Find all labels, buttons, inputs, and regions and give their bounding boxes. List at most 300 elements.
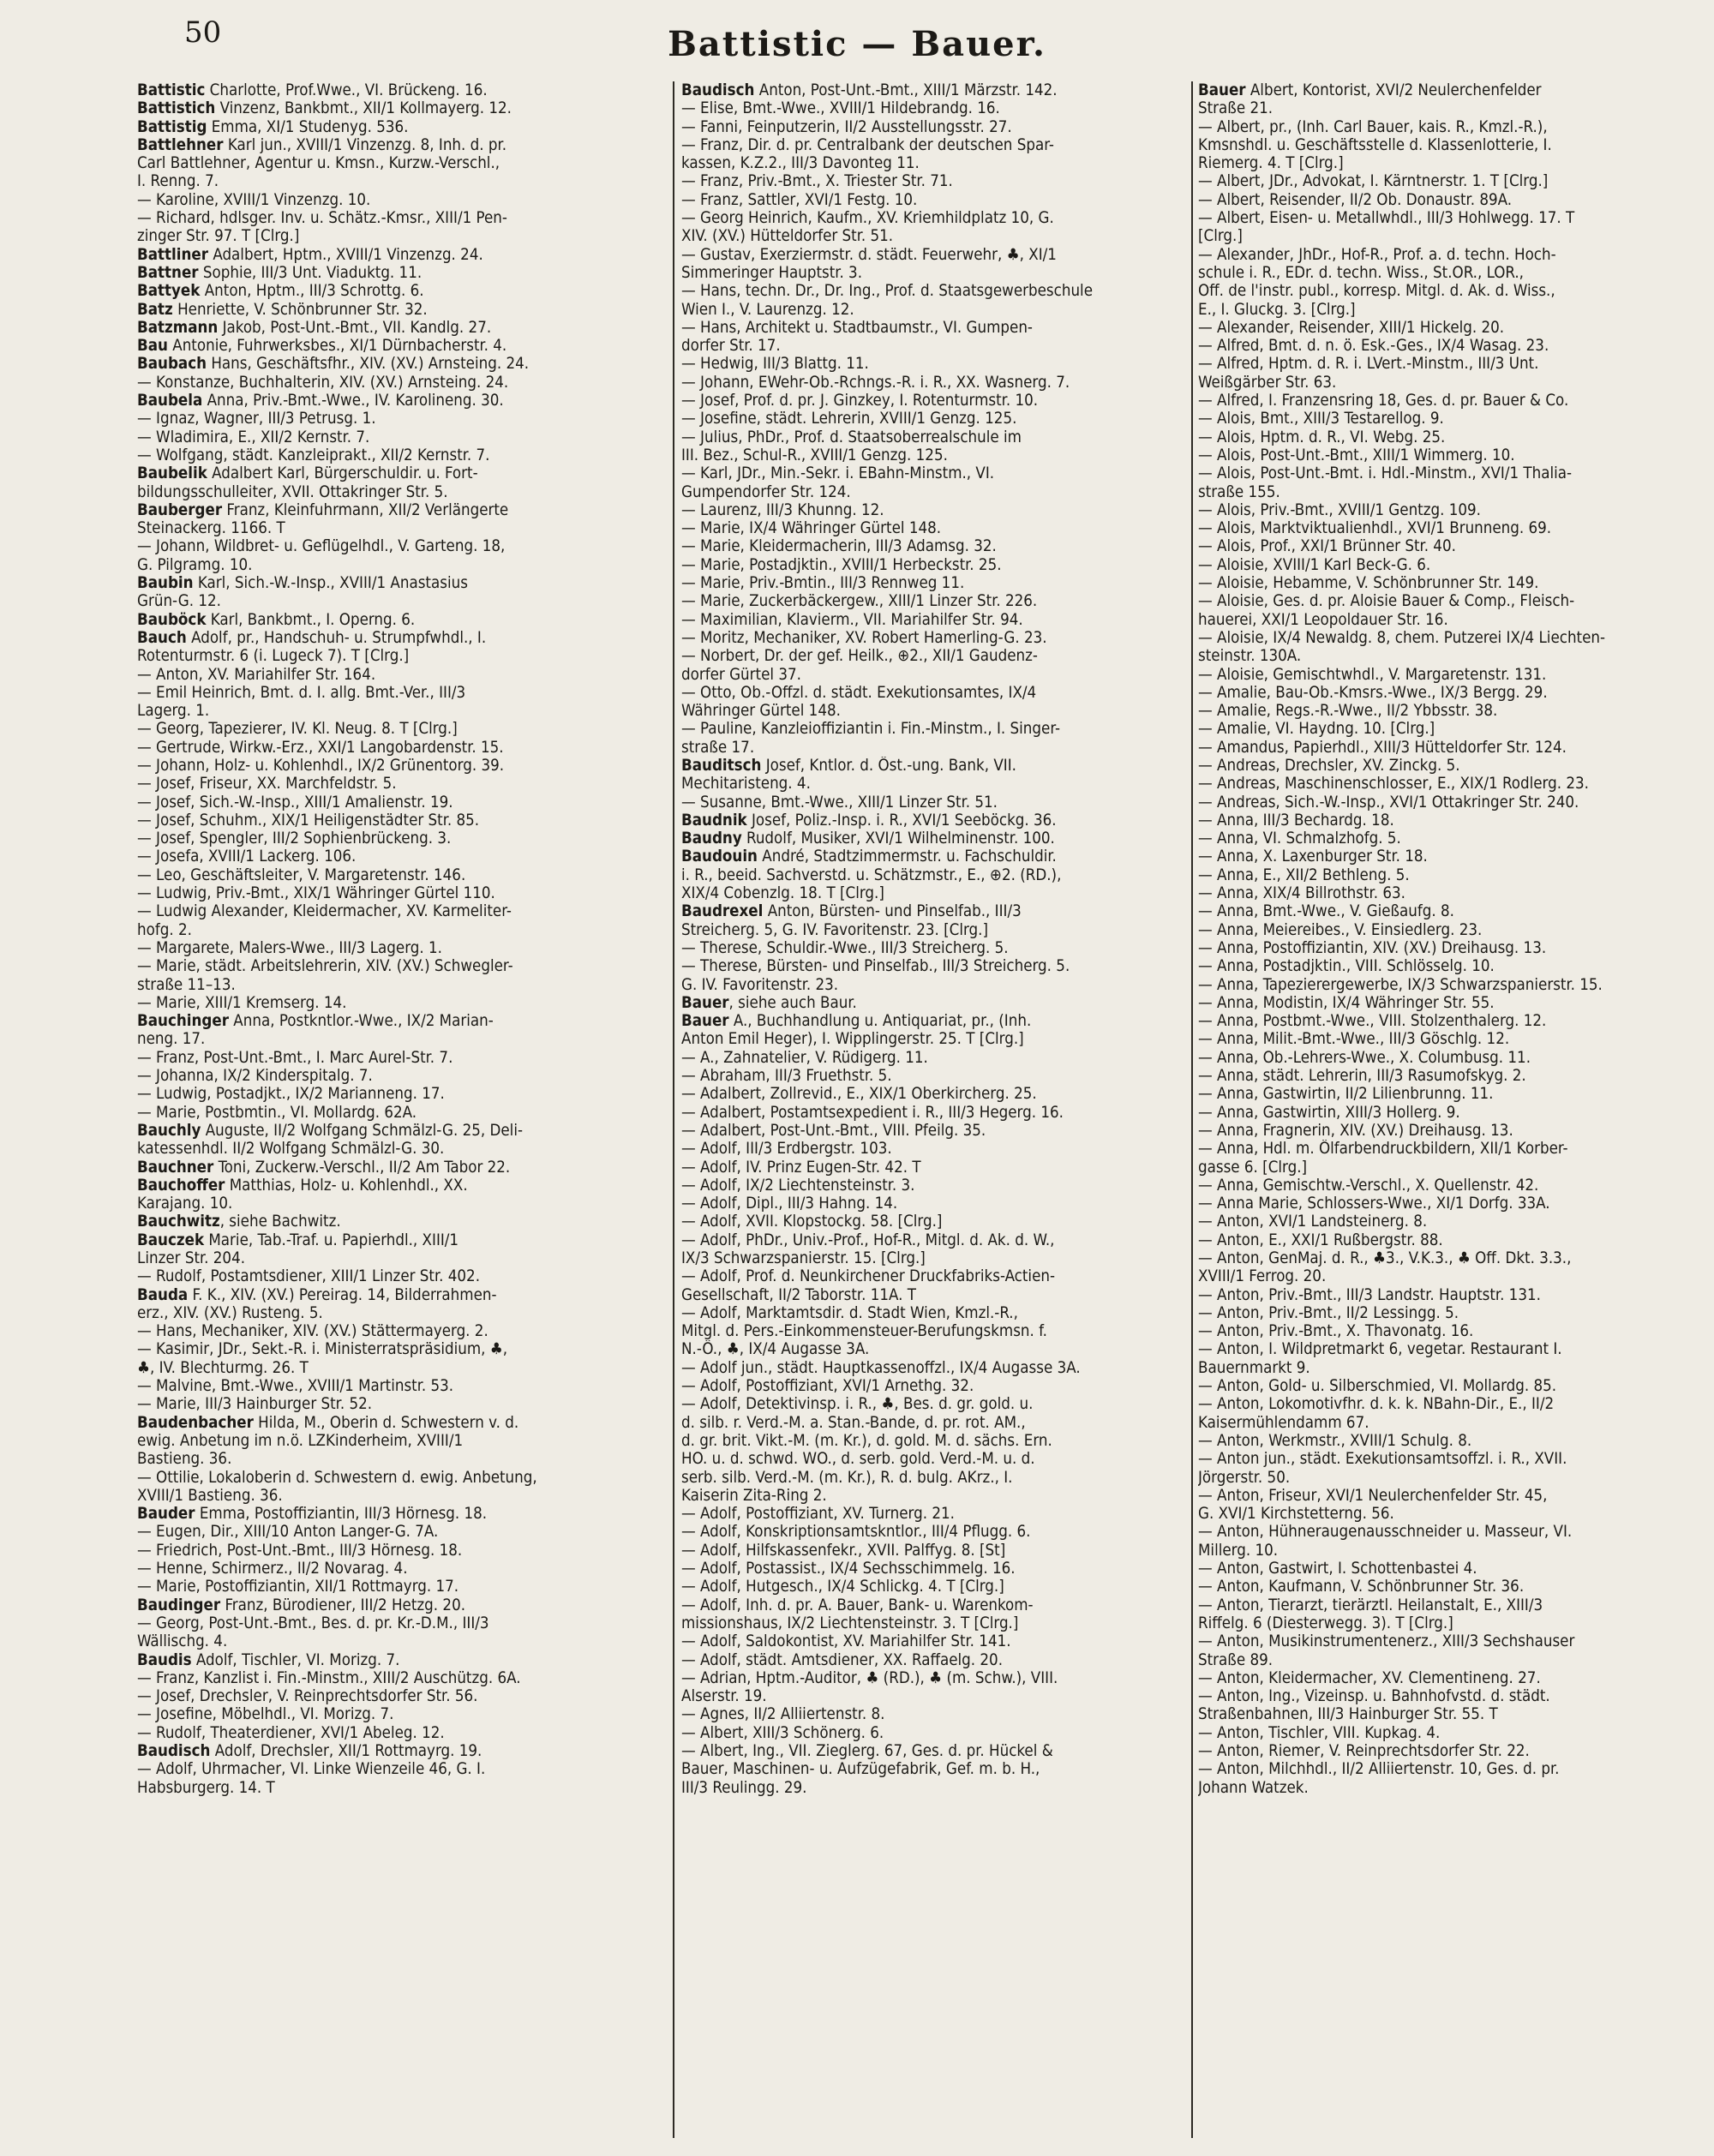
entry-text: straße 11–13.: [137, 975, 236, 994]
surname-heading: Baudrexel: [681, 902, 764, 921]
entry-text: Simmeringer Hauptstr. 3.: [681, 263, 863, 282]
surname-heading: Baudisch: [681, 81, 755, 99]
entry-text: — Ottilie, Lokaloberin d. Schwestern d. ewig. Anbetung,: [137, 1468, 537, 1487]
entry-text: Carl Battlehner, Agentur u. Kmsn., Kurzw.-Verschl.,: [137, 154, 500, 173]
surname-heading: Battistic: [137, 81, 206, 99]
directory-line: [681, 1395, 1187, 1413]
entry-text: — Adalbert, Zollrevid., E., XIX/1 Oberkircherg. 25.: [681, 1085, 1037, 1104]
entry-text: — Ludwig Alexander, Kleidermacher, XV. Karmeliter-: [137, 902, 512, 921]
entry-text: — Rudolf, Theaterdiener, XVI/1 Abeleg. 12.: [137, 1723, 445, 1742]
directory-line: [137, 355, 667, 373]
directory-line: [1198, 337, 1688, 355]
directory-line: [137, 301, 667, 319]
entry-text: — Anton, Lokomotivfhr. d. k. k. NBahn-Dir., E., II/2: [1198, 1395, 1555, 1414]
entry-text: hofg. 2.: [137, 920, 192, 939]
surname-heading: Bauczek: [137, 1231, 205, 1249]
directory-line: [681, 1469, 1187, 1487]
directory-line: [1198, 519, 1688, 537]
directory-line: [681, 1286, 1187, 1304]
directory-line: [137, 246, 667, 264]
directory-line: [1198, 976, 1688, 994]
entry-text: Bastieng. 36.: [137, 1450, 232, 1469]
directory-line: [681, 775, 1187, 793]
directory-line: [681, 464, 1187, 482]
entry-text: — Therese, Bürsten- und Pinselfab., III/3 Streicherg. 5.: [681, 957, 1070, 976]
entry-text: — Josef, Prof. d. pr. J. Ginzkey, I. Rotenturmstr. 10.: [681, 392, 1039, 410]
entry-text: Josef, Kntlor. d. Öst.-ung. Bank, VII.: [761, 756, 1016, 775]
entry-text: — Anton, Friseur, XVI/1 Neulerchenfelder Str. 45,: [1198, 1486, 1548, 1505]
directory-column-1: [137, 81, 667, 2129]
entry-text: Kaisermühlendamm 67.: [1198, 1413, 1369, 1432]
entry-text: — Adolf, Hilfskassenfekr., XVII. Palffyg. 8. [St]: [681, 1541, 1006, 1560]
entry-text: E., I. Gluckg. 3. [Clrg.]: [1198, 300, 1356, 319]
entry-text: Anna, Postkntlor.-Wwe., IX/2 Marian-: [229, 1012, 494, 1031]
entry-text: Straße 89.: [1198, 1650, 1274, 1669]
entry-text: Habsburgerg. 14. T: [137, 1778, 275, 1797]
directory-line: [681, 720, 1187, 738]
entry-text: — Karl, JDr., Min.-Sekr. i. EBahn-Minstm., VI.: [681, 464, 995, 483]
entry-text: — Anna, Hdl. m. Ölfarbendruckbildern, XII/1 Korber-: [1198, 1140, 1568, 1159]
directory-line: [1198, 1012, 1688, 1030]
entry-text: Rudolf, Musiker, XVI/1 Wilhelminenstr. 100.: [741, 829, 1055, 848]
directory-line: [1198, 1395, 1688, 1413]
directory-line: [681, 1523, 1187, 1541]
entry-text: — Anton, Gold- u. Silberschmied, VI. Mollardg. 85.: [1198, 1377, 1557, 1396]
directory-line: [1198, 1304, 1688, 1322]
directory-line: [137, 1012, 667, 1030]
directory-line: [137, 957, 667, 975]
surname-heading: Battner: [137, 263, 199, 282]
directory-line: [681, 374, 1187, 392]
entry-text: — Franz, Post-Unt.-Bmt., I. Marc Aurel-Str. 7.: [137, 1048, 453, 1067]
surname-heading: Batz: [137, 300, 173, 319]
directory-line: [681, 1030, 1187, 1048]
entry-text: — Anton, Gastwirt, I. Schottenbastei 4.: [1198, 1560, 1477, 1578]
directory-line: [137, 794, 667, 811]
entry-text: — Adolf, Detektivinsp. i. R., ♣, Bes. d. gr. gold. u.: [681, 1395, 1034, 1414]
directory-line: [1198, 1705, 1688, 1723]
entry-text: — Alois, Prof., XXI/1 Brünner Str. 40.: [1198, 537, 1456, 556]
directory-line: [681, 81, 1187, 99]
entry-text: — Leo, Geschäftsleiter, V. Margaretenstr. 146.: [137, 865, 466, 884]
directory-line: [1198, 739, 1688, 757]
directory-line: [1198, 227, 1688, 245]
entry-text: — Ludwig, Postadjkt., IX/2 Marianneng. 17.: [137, 1085, 445, 1104]
entry-text: — Alfred, Hptm. d. R. i. LVert.-Minstm., III/3 Unt.: [1198, 355, 1539, 374]
entry-text: Toni, Zuckerw.-Verschl., II/2 Am Tabor 22.: [213, 1158, 511, 1177]
entry-text: Kmsnshdl. u. Geschäftsstelle d. Klassenlotterie, I.: [1198, 135, 1552, 154]
entry-text: — Adrian, Hptm.-Auditor, ♣ (RD.), ♣ (m. Schw.), VIII.: [681, 1668, 1058, 1687]
directory-line: [1198, 374, 1688, 392]
directory-line: [137, 666, 667, 684]
directory-line: [681, 1304, 1187, 1322]
surname-heading: Baudisch: [137, 1742, 211, 1761]
entry-text: — Amalie, Regs.-R.-Wwe., II/2 Ybbsstr. 38.: [1198, 702, 1498, 721]
directory-line: [1198, 1177, 1688, 1195]
directory-line: [1198, 483, 1688, 501]
entry-text: — Johanna, IX/2 Kinderspitalg. 7.: [137, 1067, 373, 1086]
directory-line: [137, 501, 667, 519]
entry-text: — Alexander, JhDr., Hof-R., Prof. a. d. techn. Hoch-: [1198, 245, 1556, 264]
entry-text: — Adolf, Marktamtsdir. d. Stadt Wien, Kmzl.-R.,: [681, 1303, 1018, 1322]
entry-text: ♣, IV. Blechturmg. 26. T: [137, 1358, 309, 1377]
entry-text: — Anna, Meiereibes., V. Einsiedlerg. 23.: [1198, 920, 1483, 939]
directory-line: [681, 1085, 1187, 1103]
directory-line: [681, 1724, 1187, 1742]
entry-text: — Anton, XV. Mariahilfer Str. 164.: [137, 665, 376, 684]
directory-line: [1198, 702, 1688, 720]
directory-line: [681, 994, 1187, 1012]
directory-line: [681, 1213, 1187, 1231]
entry-text: — Marie, Kleidermacherin, III/3 Adamsg. 32.: [681, 537, 997, 556]
entry-text: — Adolf, XVII. Klopstockg. 58. [Clrg.]: [681, 1213, 943, 1231]
directory-line: [1198, 884, 1688, 902]
entry-text: Straßenbahnen, III/3 Hainburger Str. 55. T: [1198, 1705, 1498, 1724]
directory-line: [1198, 866, 1688, 884]
entry-text: ewig. Anbetung im n.ö. LZKinderheim, XVIII/1: [137, 1431, 464, 1450]
directory-line: [681, 264, 1187, 282]
entry-text: — Friedrich, Post-Unt.-Bmt., III/3 Hörnesg. 18.: [137, 1541, 463, 1560]
directory-line: [681, 428, 1187, 446]
directory-line: [137, 154, 667, 172]
entry-text: dorfer Str. 17.: [681, 337, 781, 356]
entry-text: — Adolf, städt. Amtsdiener, XX. Raffaelg. 20.: [681, 1650, 1004, 1669]
entry-text: zinger Str. 97. T [Clrg.]: [137, 227, 300, 246]
directory-line: [137, 1030, 667, 1048]
entry-text: , siehe Bachwitz.: [219, 1213, 341, 1231]
entry-text: — Anna, XIX/4 Billrothstr. 63.: [1198, 884, 1405, 903]
directory-line: [681, 1632, 1187, 1650]
directory-line: [681, 1012, 1187, 1030]
entry-text: — Anna, städt. Lehrerin, III/3 Rasumofskyg. 2.: [1198, 1067, 1526, 1086]
entry-text: Bauernmarkt 9.: [1198, 1358, 1310, 1377]
surname-heading: Bauchner: [137, 1158, 214, 1177]
entry-text: — Anna, Ob.-Lehrers-Wwe., X. Columbusg. 11.: [1198, 1048, 1531, 1067]
directory-line: [1198, 611, 1688, 629]
surname-heading: Battliner: [137, 245, 209, 264]
directory-line: [137, 446, 667, 464]
entry-text: — Konstanze, Buchhalterin, XIV. (XV.) Arnsteing. 24.: [137, 373, 509, 392]
directory-line: [137, 611, 667, 629]
directory-line: [1198, 957, 1688, 975]
directory-line: [1198, 556, 1688, 574]
entry-text: — Anna, Postoffiziantin, XIV. (XV.) Dreihausg. 13.: [1198, 938, 1547, 957]
entry-text: Adolf, pr., Handschuh- u. Strumpfwhdl., I.: [186, 628, 487, 647]
directory-line: [681, 957, 1187, 975]
directory-line: [137, 811, 667, 829]
directory-line: [137, 1085, 667, 1103]
directory-line: [681, 829, 1187, 847]
directory-line: [137, 1267, 667, 1285]
directory-line: [681, 1195, 1187, 1213]
entry-text: — Josef, Schuhm., XIX/1 Heiligenstädter Str. 85.: [137, 811, 480, 829]
entry-text: Anton, Hptm., III/3 Schrottg. 6.: [200, 282, 424, 301]
directory-line: [137, 739, 667, 757]
entry-text: — Adolf, Saldokontist, XV. Mariahilfer Str. 141.: [681, 1632, 1011, 1651]
directory-line: [137, 118, 667, 136]
entry-text: Jakob, Post-Unt.-Bmt., VII. Kandlg. 27.: [218, 318, 492, 337]
entry-text: Gumpendorfer Str. 124.: [681, 482, 851, 501]
entry-text: — Henne, Schirmerz., II/2 Novarag. 4.: [137, 1560, 408, 1578]
directory-line: [137, 1377, 667, 1395]
directory-line: [681, 246, 1187, 264]
entry-text: — Hans, Mechaniker, XIV. (XV.) Stättermayerg. 2.: [137, 1322, 488, 1341]
entry-text: — Marie, Postoffiziantin, XII/1 Rottmayrg. 17.: [137, 1578, 459, 1596]
entry-text: — Josefa, XVIII/1 Lackerg. 106.: [137, 847, 357, 866]
directory-line: [1198, 1669, 1688, 1687]
directory-line: [137, 172, 667, 190]
directory-line: [681, 629, 1187, 647]
entry-text: — Adalbert, Postamtsexpedient i. R., III/3 Hegerg. 16.: [681, 1103, 1064, 1122]
entry-text: — Anna, Tapezierergewerbe, IX/3 Schwarzspanierstr. 15.: [1198, 975, 1603, 994]
directory-line: [137, 1359, 667, 1377]
directory-line: [137, 464, 667, 482]
surname-heading: Baudny: [681, 829, 742, 848]
entry-text: — Albert, Ing., VII. Zieglerg. 67, Ges. d. pr. Hückel &: [681, 1742, 1053, 1761]
directory-line: [137, 921, 667, 939]
directory-line: [681, 1340, 1187, 1358]
entry-text: — Amalie, Bau-Ob.-Kmsrs.-Wwe., IX/3 Bergg. 29.: [1198, 683, 1548, 702]
directory-line: [1198, 794, 1688, 811]
directory-line: [681, 118, 1187, 136]
entry-text: — Anton, Werkmstr., XVIII/1 Schulg. 8.: [1198, 1431, 1472, 1450]
directory-line: [1198, 1542, 1688, 1560]
entry-text: — Fanni, Feinputzerin, II/2 Ausstellungsstr. 27.: [681, 117, 1012, 136]
entry-text: — Anton, Kaufmann, V. Schönbrunner Str. 36.: [1198, 1578, 1525, 1596]
entry-text: Bauer, Maschinen- u. Aufzügefabrik, Gef. m. b. H.,: [681, 1760, 1040, 1779]
directory-line: [1198, 464, 1688, 482]
directory-line: [681, 1669, 1187, 1687]
directory-line: [137, 1140, 667, 1158]
directory-line: [1198, 1377, 1688, 1395]
entry-text: — Albert, XIII/3 Schönerg. 6.: [681, 1723, 884, 1742]
entry-text: — Marie, Zuckerbäckergew., XIII/1 Linzer Str. 226.: [681, 592, 1038, 611]
directory-line: [1198, 1760, 1688, 1778]
entry-text: — Andreas, Sich.-W.-Insp., XVI/1 Ottakringer Str. 240.: [1198, 793, 1579, 811]
entry-text: Anna, Priv.-Bmt.-Wwe., IV. Karolineng. 30.: [202, 392, 504, 410]
entry-text: — Adolf, III/3 Erdbergstr. 103.: [681, 1140, 892, 1159]
entry-text: — Kasimir, JDr., Sekt.-R. i. Ministerratspräsidium, ♣,: [137, 1340, 508, 1359]
surname-heading: Bauda: [137, 1285, 189, 1304]
entry-text: — Georg, Tapezierer, IV. Kl. Neug. 8. T [Clrg.]: [137, 720, 458, 739]
entry-text: — Adalbert, Post-Unt.-Bmt., VIII. Pfeilg. 35.: [681, 1121, 986, 1140]
entry-text: Antonie, Fuhrwerksbes., XI/1 Dürnbacherstr. 4.: [167, 337, 507, 356]
directory-line: [681, 337, 1187, 355]
entry-text: — Alfred, Bmt. d. n. ö. Esk.-Ges., IX/4 Wasag. 23.: [1198, 337, 1549, 356]
directory-column-3: [1198, 81, 1688, 2129]
directory-line: [1198, 1651, 1688, 1669]
directory-line: [137, 1687, 667, 1705]
directory-line: [137, 629, 667, 647]
surname-heading: Baubach: [137, 355, 207, 374]
surname-heading: Bauberger: [137, 500, 223, 519]
entry-text: — Johann, Wildbret- u. Geflügelhdl., V. Garteng. 18,: [137, 537, 506, 556]
entry-text: Gesellschaft, II/2 Taborstr. 11A. T: [681, 1285, 916, 1304]
directory-line: [1198, 720, 1688, 738]
entry-text: — Anton, Tierarzt, tierärztl. Heilanstalt, E., XIII/3: [1198, 1596, 1543, 1614]
entry-text: — Anna, VI. Schmalzhofg. 5.: [1198, 829, 1401, 848]
directory-line: [137, 647, 667, 665]
directory-line: [137, 1469, 667, 1487]
entry-text: Vinzenz, Bankbmt., XII/1 Kollmayerg. 12.: [215, 99, 512, 118]
directory-line: [137, 1487, 667, 1505]
entry-text: G. XVI/1 Kirchstetterng. 56.: [1198, 1505, 1394, 1524]
entry-text: — Adolf, Hutgesch., IX/4 Schlickg. 4. T [Clrg.]: [681, 1578, 1004, 1596]
entry-text: — Franz, Priv.-Bmt., X. Triester Str. 71.: [681, 172, 953, 191]
directory-line: [137, 1286, 667, 1304]
directory-line: [137, 1340, 667, 1358]
directory-line: [137, 1760, 667, 1778]
directory-line: [137, 1651, 667, 1669]
entry-text: — Anton, Priv.-Bmt., III/3 Landstr. Hauptstr. 131.: [1198, 1285, 1541, 1304]
entry-text: Wällischg. 4.: [137, 1632, 228, 1651]
entry-text: — Anna, Gastwirtin, XIII/3 Hollerg. 9.: [1198, 1103, 1460, 1122]
entry-text: — Alois, Hptm. d. R., VI. Webg. 25.: [1198, 428, 1446, 446]
entry-text: — Franz, Kanzlist i. Fin.-Minstm., XIII/2 Auschützg. 6A.: [137, 1668, 521, 1687]
entry-text: — Adolf, Postoffiziant, XVI/1 Arnethg. 32.: [681, 1377, 974, 1396]
entry-text: — Laurenz, III/3 Khunng. 12.: [681, 500, 884, 519]
entry-text: — Alfred, I. Franzensring 18, Ges. d. pr. Bauer & Co.: [1198, 392, 1569, 410]
directory-line: [137, 337, 667, 355]
entry-text: — Alois, Post-Unt.-Bmt., XIII/1 Wimmerg. 10.: [1198, 446, 1515, 464]
entry-text: — Anna, Postbmt.-Wwe., VIII. Stolzenthalerg. 12.: [1198, 1012, 1547, 1031]
directory-line: [137, 428, 667, 446]
entry-text: — Anna, Milit.-Bmt.-Wwe., III/3 Göschlg. 12.: [1198, 1030, 1510, 1049]
entry-text: — Aloisie, Hebamme, V. Schönbrunner Str. 149.: [1198, 574, 1539, 593]
directory-line: [137, 392, 667, 410]
directory-line: [1198, 574, 1688, 592]
entry-text: — Malvine, Bmt.-Wwe., XVIII/1 Martinstr. 53.: [137, 1377, 454, 1396]
entry-text: Wien I., V. Laurenzg. 12.: [681, 300, 854, 319]
entry-text: — Elise, Bmt.-Wwe., XVIII/1 Hildebrandg. 16.: [681, 99, 1000, 118]
entry-text: i. R., beeid. Sachverstd. u. Schätzmstr., E., ⊕2. (RD.),: [681, 865, 1062, 884]
surname-heading: Bauchoffer: [137, 1176, 225, 1195]
entry-text: — Anna, Bmt.-Wwe., V. Gießaufg. 8.: [1198, 902, 1454, 921]
directory-line: [681, 1049, 1187, 1067]
directory-line: [1198, 1505, 1688, 1523]
directory-line: [1198, 684, 1688, 702]
entry-text: — Anna, E., XII/2 Bethleng. 5.: [1198, 865, 1410, 884]
entry-text: — Anton jun., städt. Exekutionsamtsoffzl. i. R., XVII.: [1198, 1450, 1567, 1469]
entry-text: Alserstr. 19.: [681, 1687, 767, 1706]
entry-text: — Marie, städt. Arbeitslehrerin, XIV. (XV.) Schwegler-: [137, 957, 513, 976]
directory-line: [681, 154, 1187, 172]
directory-line: [1198, 847, 1688, 865]
entry-text: Marie, Tab.-Traf. u. Papierhdl., XIII/1: [204, 1231, 459, 1249]
directory-line: [137, 976, 667, 994]
surname-heading: Batzmann: [137, 318, 219, 337]
entry-text: — Hedwig, III/3 Blattg. 11.: [681, 355, 869, 374]
entry-text: — Anna, Postadjktin., VIII. Schlösselg. 10.: [1198, 957, 1495, 976]
directory-line: [137, 519, 667, 537]
directory-line: [681, 702, 1187, 720]
directory-line: [681, 136, 1187, 154]
directory-line: [1198, 1359, 1688, 1377]
directory-line: [681, 319, 1187, 337]
directory-line: [681, 1542, 1187, 1560]
surname-heading: Bau: [137, 337, 168, 356]
entry-text: IX/3 Schwarzspanierstr. 15. [Clrg.]: [681, 1249, 926, 1267]
directory-line: [681, 1067, 1187, 1085]
directory-line: [681, 556, 1187, 574]
directory-line: [137, 1122, 667, 1140]
directory-line: [681, 794, 1187, 811]
directory-line: [1198, 501, 1688, 519]
entry-text: — Josefine, städt. Lehrerin, XVIII/1 Genzg. 125.: [681, 410, 1017, 428]
directory-line: [681, 483, 1187, 501]
entry-text: Anton, Bürsten- und Pinselfab., III/3: [763, 902, 1022, 921]
entry-text: Anton Emil Heger), I. Wipplingerstr. 25. T [Clrg.]: [681, 1030, 1024, 1049]
entry-text: Hilda, M., Oberin d. Schwestern v. d.: [253, 1413, 519, 1432]
entry-text: — Anna, Modistin, IX/4 Währinger Str. 55.: [1198, 993, 1495, 1012]
entry-text: — Anton, Hühneraugenausschneider u. Masseur, VI.: [1198, 1523, 1573, 1542]
directory-line: [681, 410, 1187, 428]
directory-line: [1198, 629, 1688, 647]
entry-text: — Hans, Architekt u. Stadtbaumstr., VI. Gumpen-: [681, 318, 1033, 337]
entry-text: — Aloisie, Ges. d. pr. Aloisie Bauer & Comp., Fleisch-: [1198, 592, 1575, 611]
directory-line: [681, 666, 1187, 684]
entry-text: — Alois, Post-Unt.-Bmt. i. Hdl.-Minstm., XVI/1 Thalia-: [1198, 464, 1573, 483]
entry-text: — Anton, Riemer, V. Reinprechtsdorfer Str. 22.: [1198, 1742, 1530, 1761]
entry-text: Karajang. 10.: [137, 1195, 233, 1213]
column-divider: [1191, 81, 1193, 2138]
directory-line: [137, 1159, 667, 1177]
entry-text: Hans, Geschäftsfhr., XIV. (XV.) Arnsteing. 24.: [207, 355, 530, 374]
entry-text: Mitgl. d. Pers.-Einkommensteuer-Berufungskmsn. f.: [681, 1322, 1047, 1341]
directory-line: [1198, 1432, 1688, 1450]
surname-heading: Bauer: [1198, 81, 1246, 99]
directory-line: [1198, 1030, 1688, 1048]
entry-text: dorfer Gürtel 37.: [681, 665, 801, 684]
entry-text: — Josefine, Möbelhdl., VI. Morizg. 7.: [137, 1705, 394, 1724]
directory-line: [1198, 902, 1688, 920]
surname-heading: Battlehner: [137, 135, 224, 154]
entry-text: — Andreas, Drechsler, XV. Zinckg. 5.: [1198, 756, 1460, 775]
surname-heading: Baudinger: [137, 1596, 221, 1614]
entry-text: — Amalie, VI. Haydng. 10. [Clrg.]: [1198, 720, 1435, 739]
entry-text: — Adolf, Dipl., III/3 Hahng. 14.: [681, 1195, 898, 1213]
directory-line: [1198, 1140, 1688, 1158]
directory-line: [1198, 264, 1688, 282]
directory-line: [1198, 410, 1688, 428]
entry-text: Henriette, V. Schönbrunner Str. 32.: [172, 300, 428, 319]
entry-text: katessenhdl. II/2 Wolfgang Schmälzl-G. 30.: [137, 1140, 445, 1159]
directory-line: [1198, 921, 1688, 939]
directory-line: [681, 939, 1187, 957]
entry-text: Adolf, Drechsler, XII/1 Rottmayrg. 19.: [210, 1742, 482, 1761]
surname-heading: Baudenbacher: [137, 1413, 254, 1432]
entry-text: — Norbert, Dr. der gef. Heilk., ⊕2., XII/1 Gaudenz-: [681, 647, 1038, 666]
entry-text: Karl, Bankbmt., I. Operng. 6.: [206, 610, 416, 629]
directory-line: [681, 209, 1187, 227]
directory-line: [681, 1122, 1187, 1140]
directory-line: [1198, 99, 1688, 117]
entry-text: — Anton, Priv.-Bmt., X. Thavonatg. 16.: [1198, 1322, 1474, 1341]
entry-text: gasse 6. [Clrg.]: [1198, 1158, 1308, 1177]
entry-text: XVIII/1 Bastieng. 36.: [137, 1486, 283, 1505]
directory-line: [1198, 1195, 1688, 1213]
entry-text: — Josef, Friseur, XX. Marchfeldstr. 5.: [137, 775, 397, 794]
entry-text: — Anton, Milchhdl., II/2 Alliiertenstr. 10, Ges. d. pr.: [1198, 1760, 1560, 1779]
entry-text: Franz, Bürodiener, III/2 Hetzg. 20.: [220, 1596, 466, 1614]
directory-line: [1198, 1779, 1688, 1797]
directory-line: [681, 847, 1187, 865]
directory-line: [681, 1432, 1187, 1450]
directory-line: [137, 1322, 667, 1340]
entry-text: Karl, Sich.-W.-Insp., XVIII/1 Anastasius: [193, 574, 468, 593]
directory-line: [1198, 428, 1688, 446]
entry-text: Steinackerg. 1166. T: [137, 519, 285, 538]
